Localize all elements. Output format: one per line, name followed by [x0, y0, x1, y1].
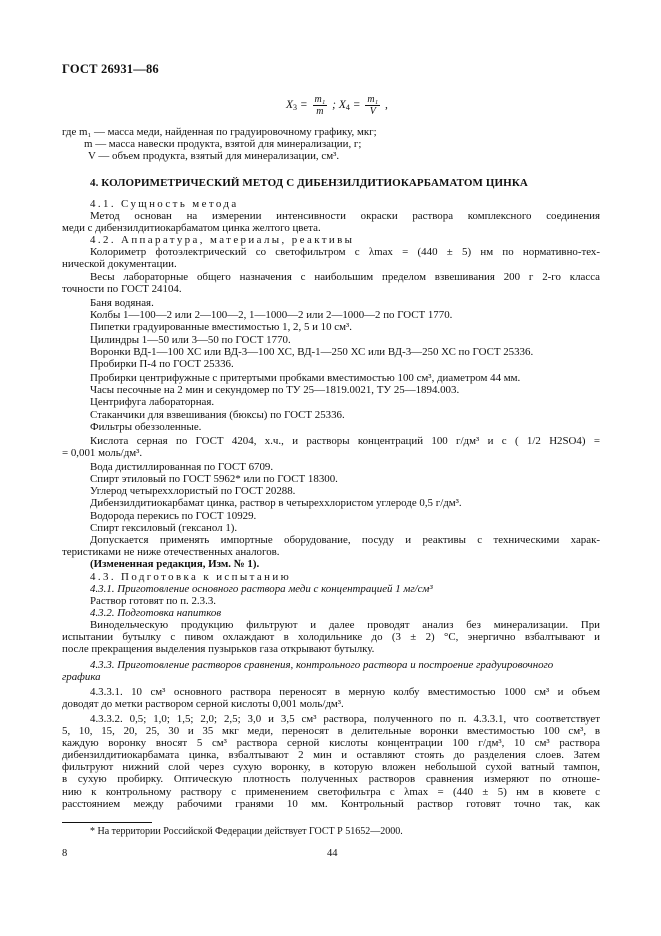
paragraph-line: каждую воронку вносят 5 см³ раствора серной кислоты концентрации 100 г/дм³, 10 см³ раствора: [62, 737, 600, 749]
apparatus-line: нической документации.: [62, 258, 177, 270]
apparatus-line: Часы песочные на 2 мин и секундомер по ТУ 25—1819.0021, ТУ 25—1894.003.: [90, 384, 460, 396]
page-number-left: 8: [62, 848, 68, 859]
paragraph-line: Метод основан на измерении интенсивности окраски раствора комплексного соединения: [90, 210, 600, 222]
paragraph-line: Винодельческую продукцию фильтруют и далее проводят анализ без минерализации. При: [90, 619, 600, 631]
definition-line: V — объем продукта, взятый для минерализации, см³.: [88, 150, 340, 162]
subsection-title: 4.3. Подготовка к испытанию: [90, 571, 292, 583]
paragraph-line: нию к контрольному раствору с применением светофильтра с λmax = (440 ± 5) нм в кювете с: [62, 786, 600, 798]
apparatus-line: Водорода перекись по ГОСТ 10929.: [90, 510, 257, 522]
paragraph-line: 4.3.3.1. 10 см³ основного раствора переносят в мерную колбу вместимостью 1000 см³ и объем: [90, 686, 600, 698]
subsection-title: 4.3.3. Приготовление растворов сравнения, контрольного раствора и построение градуировочного: [90, 659, 554, 671]
fraction-1-denominator: m: [316, 106, 324, 117]
formula-separator: ;: [329, 99, 339, 112]
apparatus-line: Углерод четыреххлористый по ГОСТ 20288.: [90, 485, 296, 497]
apparatus-line: = 0,001 моль/дм³.: [62, 447, 143, 459]
document-header: ГОСТ 26931—86: [62, 62, 159, 76]
amendment-note: (Измененная редакция, Изм. № 1).: [90, 558, 260, 570]
apparatus-line: Воронки ВД-1—100 ХС или ВД-3—100 ХС, ВД-1—250 ХС или ВД-3—250 ХС по ГОСТ 25336.: [90, 346, 534, 358]
paragraph-line: в сухую пробирку. Оптическую плотность полученных растворов сравнения измеряют по отноше-: [62, 773, 600, 785]
apparatus-line: Вода дистиллированная по ГОСТ 6709.: [90, 461, 274, 473]
footnote: * На территории Российской Федерации действует ГОСТ Р 51652—2000.: [90, 826, 403, 837]
apparatus-line: Пробирки центрифужные с притертыми пробками вместимостью 100 см³, диаметром 44 мм.: [90, 372, 521, 384]
subsection-title: 4.2. Аппаратура, материалы, реактивы: [90, 234, 355, 246]
formula-end: ,: [382, 99, 388, 112]
definition-line: m — масса навески продукта, взятой для минерализации, г;: [84, 138, 362, 150]
fraction-1: [313, 94, 328, 117]
apparatus-line: Дибензилдитиокарбамат цинка, раствор в четыреххлористом углероде 0,5 г/дм³.: [90, 497, 462, 509]
apparatus-line: Пробирки П-4 по ГОСТ 25336.: [90, 358, 234, 370]
apparatus-line: теристиками не ниже отечественных аналогов.: [62, 546, 280, 558]
page-number-center: 44: [327, 848, 338, 859]
apparatus-line: Колбы 1—100—2 или 2—100—2, 1—1000—2 или 2—1000—2 по ГОСТ 1770.: [90, 309, 453, 321]
apparatus-line: Пипетки градуированные вместимостью 1, 2, 5 и 10 см³.: [90, 321, 352, 333]
apparatus-line: Кислота серная по ГОСТ 4204, х.ч., и растворы концентраций 100 г/дм³ и с ( 1/2 H2SO4) =: [90, 435, 600, 447]
paragraph-line: испытании бутылку с пивом охлаждают в холодильнике до (3 ± 2) °С, энергично взбалтывают и: [62, 631, 600, 643]
formula-x4: X: [338, 99, 346, 112]
section-heading: 4. КОЛОРИМЕТРИЧЕСКИЙ МЕТОД С ДИБЕНЗИЛДИТИОКАРБАМАТОМ ЦИНКА: [90, 177, 528, 189]
apparatus-line: Стаканчики для взвешивания (бюксы) по ГОСТ 25336.: [90, 409, 345, 421]
apparatus-line: Фильтры обеззоленные.: [90, 421, 202, 433]
fraction-1-numerator: m₁: [314, 94, 326, 105]
apparatus-line: Цилиндры 1—50 или 3—50 по ГОСТ 1770.: [90, 334, 291, 346]
apparatus-line: Спирт этиловый по ГОСТ 5962* или по ГОСТ 18300.: [90, 473, 338, 485]
apparatus-line: Баня водяная.: [90, 297, 154, 309]
formula: [286, 94, 388, 117]
apparatus-line: Спирт гексиловый (гексанол 1).: [90, 522, 238, 534]
definition-line: где m₁ — масса меди, найденная по градуировочному графику, мкг;: [62, 126, 377, 138]
apparatus-line: Весы лабораторные общего назначения с наибольшим пределом взвешивания 200 г 2-го класса: [90, 271, 600, 283]
formula-eq2: =: [349, 99, 364, 112]
paragraph-line: 5, 10, 15, 20, 25, 30 и 35 мкг меди, переносят в делительные воронки вместимостью 100 см³, в: [62, 725, 600, 737]
subsection-title: 4.3.1. Приготовление основного раствора меди с концентрацией 1 мг/см³: [90, 583, 433, 595]
formula-x3: X: [286, 99, 294, 112]
paragraph-line: Раствор готовят по п. 2.3.3.: [90, 595, 216, 607]
paragraph-line: доводят до метки раствором серной кислоты 0,001 моль/дм³.: [62, 698, 344, 710]
subsection-title: 4.1. Сущность метода: [90, 198, 239, 210]
paragraph-line: после прекращения выделения пузырьков газа открывают бутылку.: [62, 643, 375, 655]
apparatus-line: Допускается применять импортные оборудование, посуду и реактивы с техническими харак-: [90, 534, 600, 546]
paragraph-line: 4.3.3.2. 0,5; 1,0; 1,5; 2,0; 2,5; 3,0 и 3,5 см³ раствора, полученного по п. 4.3.3.1, что соответствует: [90, 713, 600, 725]
formula-x3-sub: 3: [293, 103, 298, 113]
footnote-rule: [62, 822, 152, 823]
paragraph-line: расстоянием между рабочими гранями 10 мм. Контрольный раствор готовят точно так, как: [62, 798, 600, 810]
paragraph-line: меди с дибензилдитиокарбаматом цинка желтого цвета.: [62, 222, 321, 234]
formula-x4-sub: 4: [345, 103, 350, 113]
fraction-2-numerator: m₁: [367, 94, 379, 105]
subsection-title: 4.3.2. Подготовка напитков: [90, 607, 222, 619]
fraction-2-denominator: V: [369, 106, 376, 117]
apparatus-line: Центрифуга лабораторная.: [90, 396, 215, 408]
paragraph-line: дибензилдитиокарбамата цинка, взбалтывают 2 мин и оставляют стоять до разделения слоев. Затем: [62, 749, 600, 761]
paragraph-line: фильтруют нижний слой через сухую воронку, в которую вложен небольшой сухой ватный тампон,: [62, 761, 600, 773]
subsection-title: графика: [62, 671, 101, 683]
apparatus-line: Колориметр фотоэлектрический со светофильтром с λmax = (440 ± 5) нм по нормативно-тех-: [90, 246, 600, 258]
fraction-2: [365, 94, 380, 117]
formula-eq1: =: [297, 99, 311, 112]
apparatus-line: точности по ГОСТ 24104.: [62, 283, 182, 295]
